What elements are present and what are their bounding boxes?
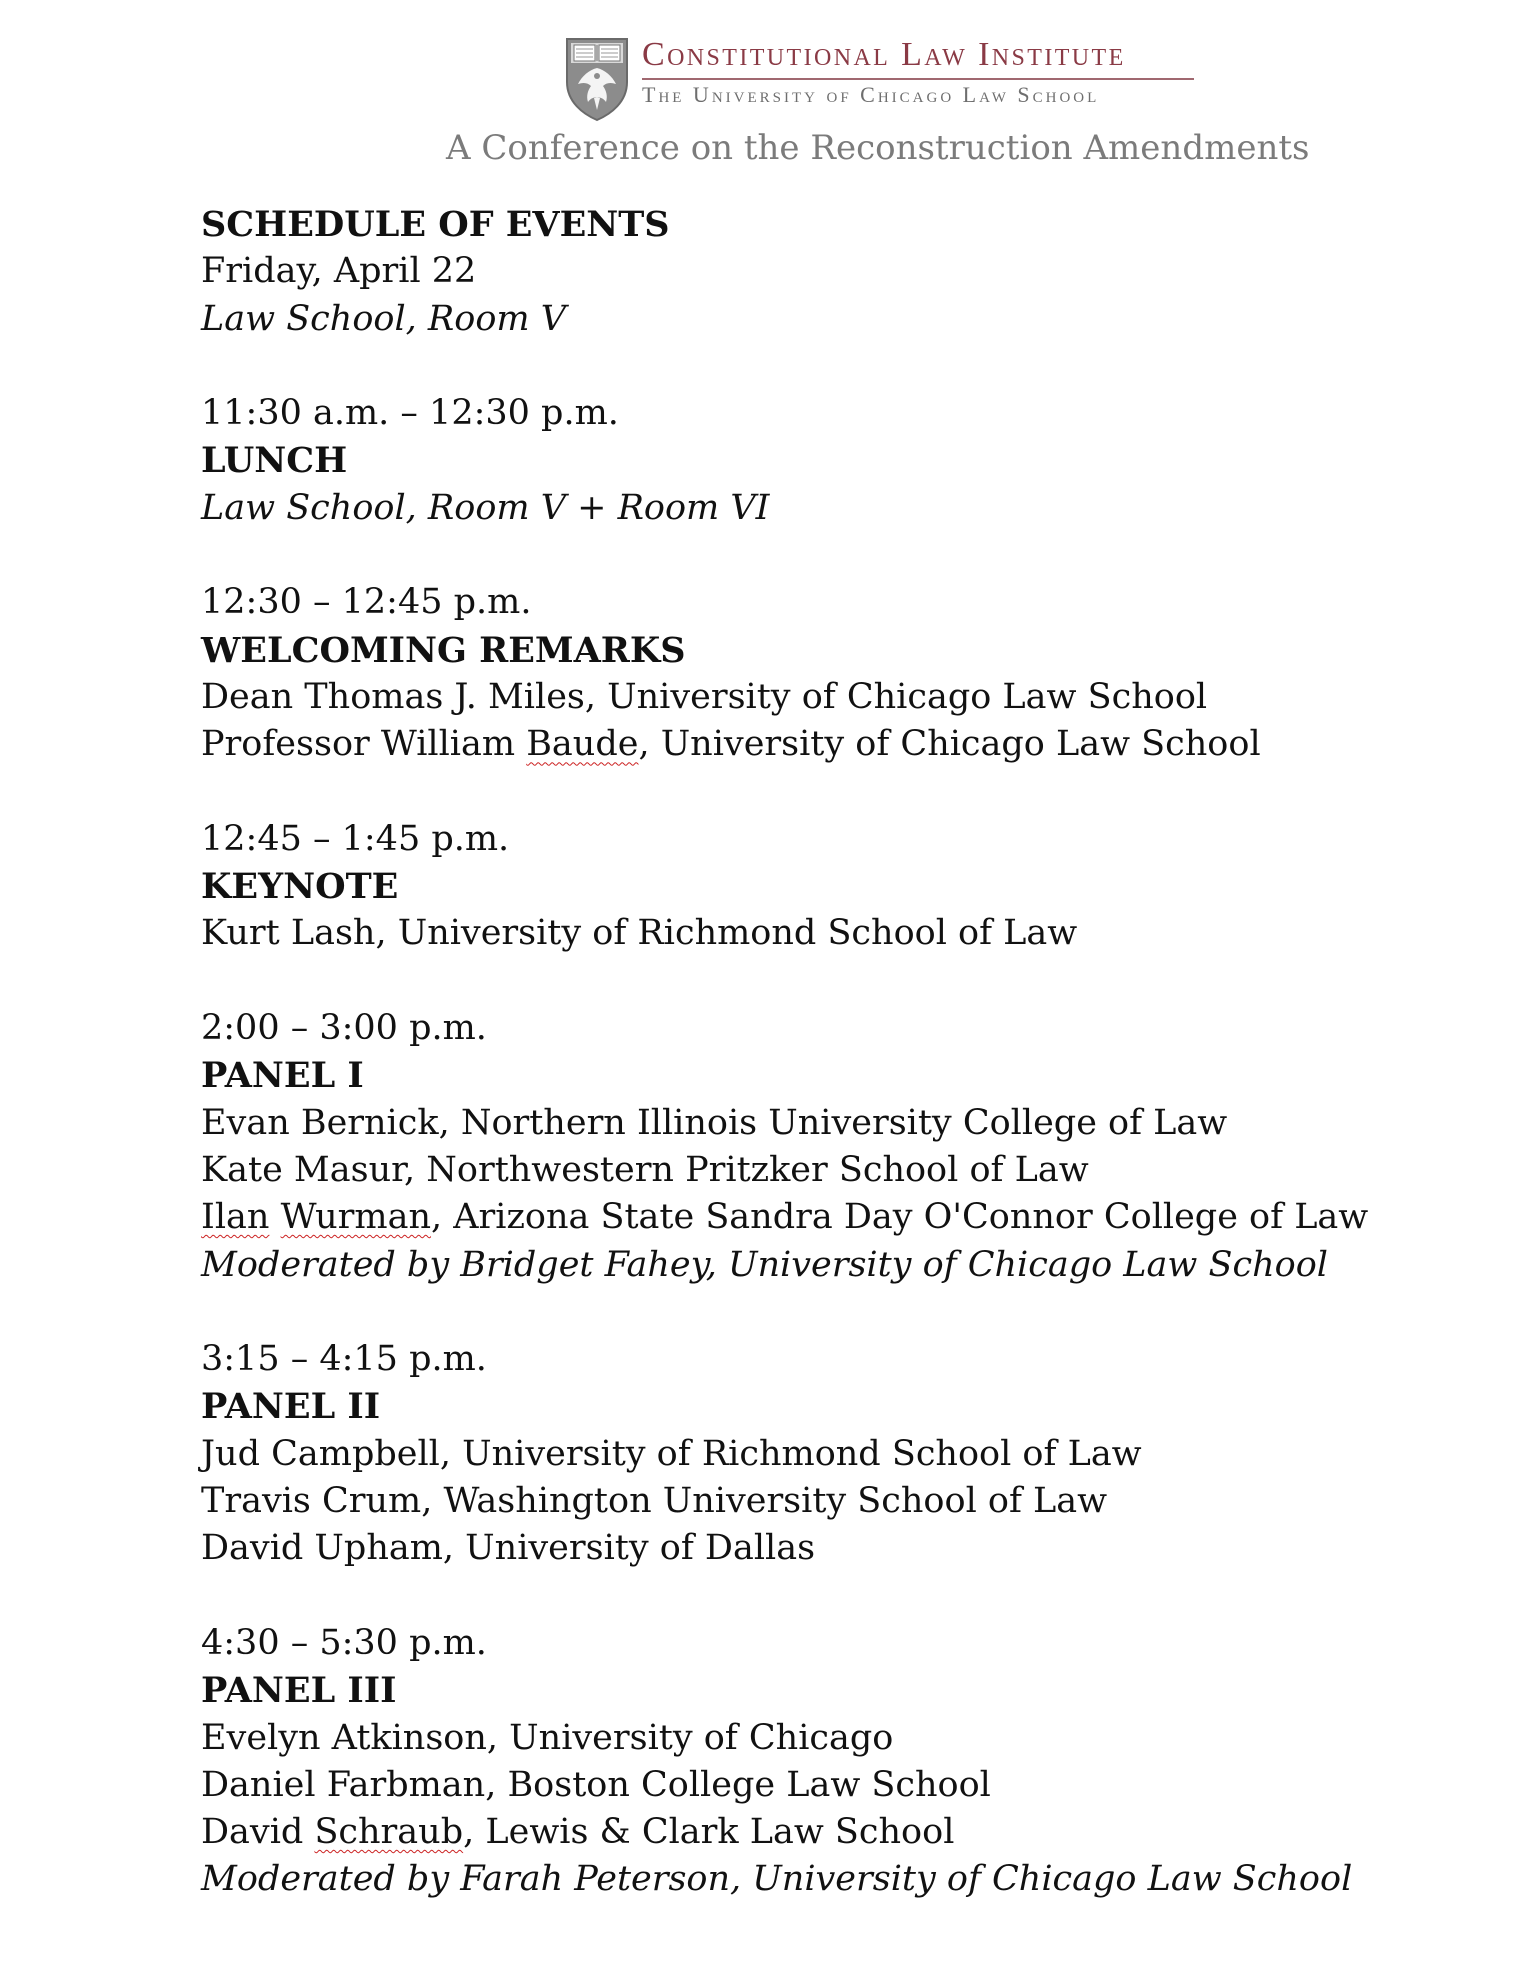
keynote-title: KEYNOTE bbox=[201, 866, 399, 908]
speaker-affiliation-text: , Lewis & Clark Law School bbox=[463, 1812, 955, 1853]
school-name: The University of Chicago Law School bbox=[642, 82, 1100, 107]
schedule-body bbox=[201, 201, 1511, 1904]
speaker-name-space bbox=[269, 1197, 280, 1237]
schedule-heading: SCHEDULE OF EVENTS bbox=[201, 204, 670, 245]
welcome-time: 12:30 – 12:45 p.m. bbox=[201, 582, 532, 623]
panel3-title: PANEL III bbox=[201, 1670, 397, 1712]
speaker-affiliation-text: , Arizona State Sandra Day O'Connor College of Law bbox=[431, 1197, 1369, 1238]
panel2-title: PANEL II bbox=[201, 1386, 381, 1428]
spacer bbox=[201, 1573, 1511, 1620]
lunch-title: LUNCH bbox=[201, 440, 348, 482]
spacer bbox=[201, 769, 1511, 816]
panel2-speaker: Travis Crum, Washington University School of Law bbox=[201, 1481, 1108, 1522]
lunch-location: Law School, Room V + Room VI bbox=[201, 487, 770, 528]
university-crest-logo bbox=[564, 36, 630, 122]
panel2-time: 3:15 – 4:15 p.m. bbox=[201, 1339, 487, 1380]
spellcheck-flagged-word[interactable]: Ilan bbox=[201, 1197, 270, 1238]
keynote-time: 12:45 – 1:45 p.m. bbox=[201, 818, 510, 859]
panel1-speaker bbox=[201, 1194, 1511, 1241]
speaker-name-text: Professor William bbox=[201, 724, 527, 765]
keynote-speaker: Kurt Lash, University of Richmond School of Law bbox=[201, 913, 1078, 954]
spacer bbox=[201, 958, 1511, 1005]
spellcheck-flagged-word[interactable]: Schraub bbox=[314, 1812, 464, 1853]
welcome-speaker bbox=[201, 721, 1511, 768]
speaker-name-text: David bbox=[201, 1812, 315, 1853]
spacer bbox=[201, 1289, 1511, 1336]
institute-name: Constitutional Law Institute bbox=[642, 36, 1126, 73]
header-divider bbox=[642, 78, 1194, 80]
panel3-time: 4:30 – 5:30 p.m. bbox=[201, 1622, 487, 1663]
spellcheck-flagged-word[interactable]: Wurman bbox=[280, 1197, 432, 1238]
panel2-speaker: David Upham, University of Dallas bbox=[201, 1528, 816, 1569]
welcome-speaker: Dean Thomas J. Miles, University of Chicago Law School bbox=[201, 676, 1208, 717]
schedule-date: Friday, April 22 bbox=[201, 251, 477, 292]
welcome-title: WELCOMING REMARKS bbox=[201, 629, 686, 671]
panel3-speaker bbox=[201, 1809, 1511, 1856]
spacer bbox=[201, 532, 1511, 579]
schedule-location: Law School, Room V bbox=[201, 298, 566, 339]
lunch-time: 11:30 a.m. – 12:30 p.m. bbox=[201, 393, 619, 434]
speaker-affiliation-text: , University of Chicago Law School bbox=[638, 724, 1261, 765]
spellcheck-flagged-word[interactable]: Baude bbox=[526, 724, 639, 765]
panel1-title: PANEL I bbox=[201, 1055, 364, 1097]
conference-title: A Conference on the Reconstruction Amendments bbox=[446, 128, 1310, 168]
spacer bbox=[201, 343, 1511, 390]
panel1-speaker: Kate Masur, Northwestern Pritzker School of Law bbox=[201, 1149, 1089, 1190]
panel3-speaker: Evelyn Atkinson, University of Chicago bbox=[201, 1717, 894, 1758]
panel1-moderator: Moderated by Bridget Fahey, University of Chicago Law School bbox=[201, 1244, 1328, 1285]
panel2-speaker: Jud Campbell, University of Richmond School of Law bbox=[201, 1433, 1142, 1474]
institute-header bbox=[564, 36, 1204, 126]
panel1-time: 2:00 – 3:00 p.m. bbox=[201, 1008, 487, 1049]
panel3-moderator: Moderated by Farah Peterson, University of Chicago Law School bbox=[201, 1859, 1353, 1900]
panel3-speaker: Daniel Farbman, Boston College Law School bbox=[201, 1764, 991, 1805]
panel1-speaker: Evan Bernick, Northern Illinois University College of Law bbox=[201, 1102, 1228, 1143]
